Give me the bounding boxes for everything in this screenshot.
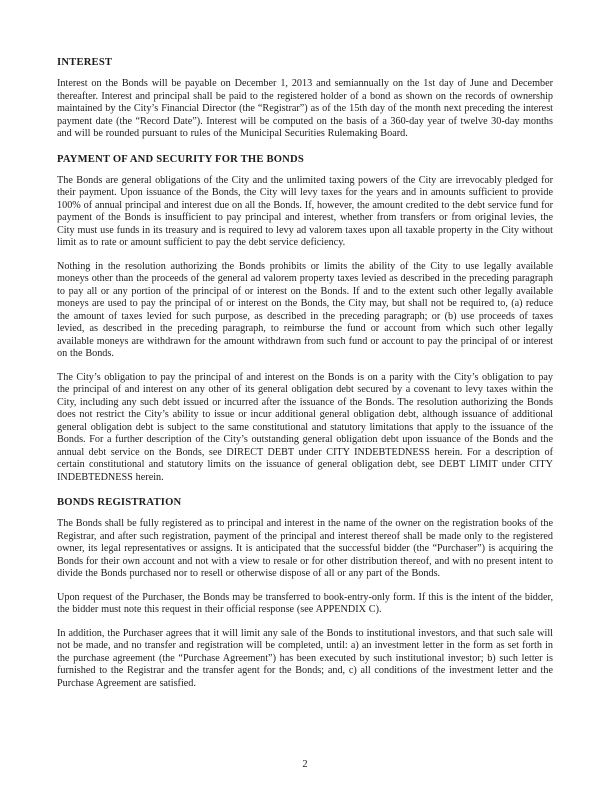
paragraph-payment-1: The Bonds are general obligations of the City and the unlimited taxing powers of the City are irrevocably pledged for their payment. Upon issuance of the Bonds, the City will levy taxes for the years and in amounts sufficient to provide 100% of annual principal and interest due on all the Bonds. If, however, the amount credited to the debt service fund for payment of the Bonds is insufficient to pay principal and interest, whether from transfers or from original levies, the City must use funds in its treasury and is required to levy ad valorem taxes upon all taxable property in the City without limit as to rate or amount sufficient to pay the debt service deficiency. <box>57 174 553 248</box>
section-heading-payment-security: PAYMENT OF AND SECURITY FOR THE BONDS <box>57 153 304 165</box>
section-heading-interest: INTEREST <box>57 57 113 68</box>
section-heading-bonds-registration: BONDS REGISTRATION <box>57 497 182 508</box>
paragraph-registration-3: In addition, the Purchaser agrees that it will limit any sale of the Bonds to institutional investors, and that such sale will not be made, and no transfer and registration will be completed, until: a) an investment letter in the form as set forth in the purchase agreement (the “Purchase Agreement”) has been executed by such institutional investor; b) such letter is furnished to the Registrar and the transfer agent for the Bonds; and, c) all conditions of the investment letter and the Purchase Agreement are satisfied. <box>57 627 553 689</box>
paragraph-interest-1: Interest on the Bonds will be payable on December 1, 2013 and semiannually on the 1st day of June and December thereafter. Interest and principal shall be paid to the registered holder of a bond as shown on the records of ownership maintained by the City’s Financial Director (the “Registrar”) as of the 15th day of the month next preceding the interest payment date (the “Record Date”). Interest will be computed on the basis of a 360-day year of twelve 30-day months and will be rounded pursuant to rules of the Municipal Securities Rulemaking Board. <box>57 78 553 139</box>
paragraph-payment-3: The City’s obligation to pay the principal of and interest on the Bonds is on a parity with the City’s obligation to pay the principal of and interest on any other of its general obligation debt secured by a covenant to levy taxes within the City, including any such debt issued or incurred after the issuance of the Bonds. The resolution authorizing the Bonds does not restrict the City’s ability to issue or incur additional general obligation debt, although issuance of additional general obligation debt is subject to the same constitutional and statutory limitations that apply to the issuance of the Bonds. For a further description of the City’s outstanding general obligation debt upon issuance of the Bonds and the annual debt service on the Bonds, see DIRECT DEBT under CITY INDEBTEDNESS herein. For a description of certain constitutional and statutory limits on the issuance of general obligation debt, see DEBT LIMIT under CITY INDEBTEDNESS herein. <box>57 371 553 483</box>
page-number: 2 <box>302 759 308 770</box>
paragraph-payment-2: Nothing in the resolution authorizing the Bonds prohibits or limits the ability of the City to use legally available moneys other than the proceeds of the general ad valorem property taxes levied as described in the preceding paragraph to pay all or any portion of the principal of or interest on the Bonds. If and to the extent such other legally available moneys are used to pay the principal of or interest on the Bonds, the City may, but shall not be required to, (a) reduce the amount of taxes levied for such purpose, as described in the preceding paragraph; or (b) use proceeds of taxes levied, as described in the preceding paragraph, to reimburse the fund or account from which such other legally available moneys are withdrawn for the amount withdrawn from such fund or account to pay the principal of or interest on the Bonds. <box>57 260 553 359</box>
paragraph-registration-2: Upon request of the Purchaser, the Bonds may be transferred to book-entry-only form. If this is the intent of the bidder, the bidder must note this request in their official response (see APPENDIX C). <box>57 591 553 615</box>
paragraph-registration-1: The Bonds shall be fully registered as to principal and interest in the name of the owner on the registration books of the Registrar, and after such registration, payment of the principal and interest thereof shall be made only to the registered owner, its legal representatives or assigns. It is anticipated that the successful bidder (the “Purchaser”) is acquiring the Bonds for their own account and not with a view to resale or for other distribution thereof, and with no present intent to divide the Bonds purchased nor to resell or otherwise dispose of all or any part of the Bonds. <box>57 518 553 579</box>
